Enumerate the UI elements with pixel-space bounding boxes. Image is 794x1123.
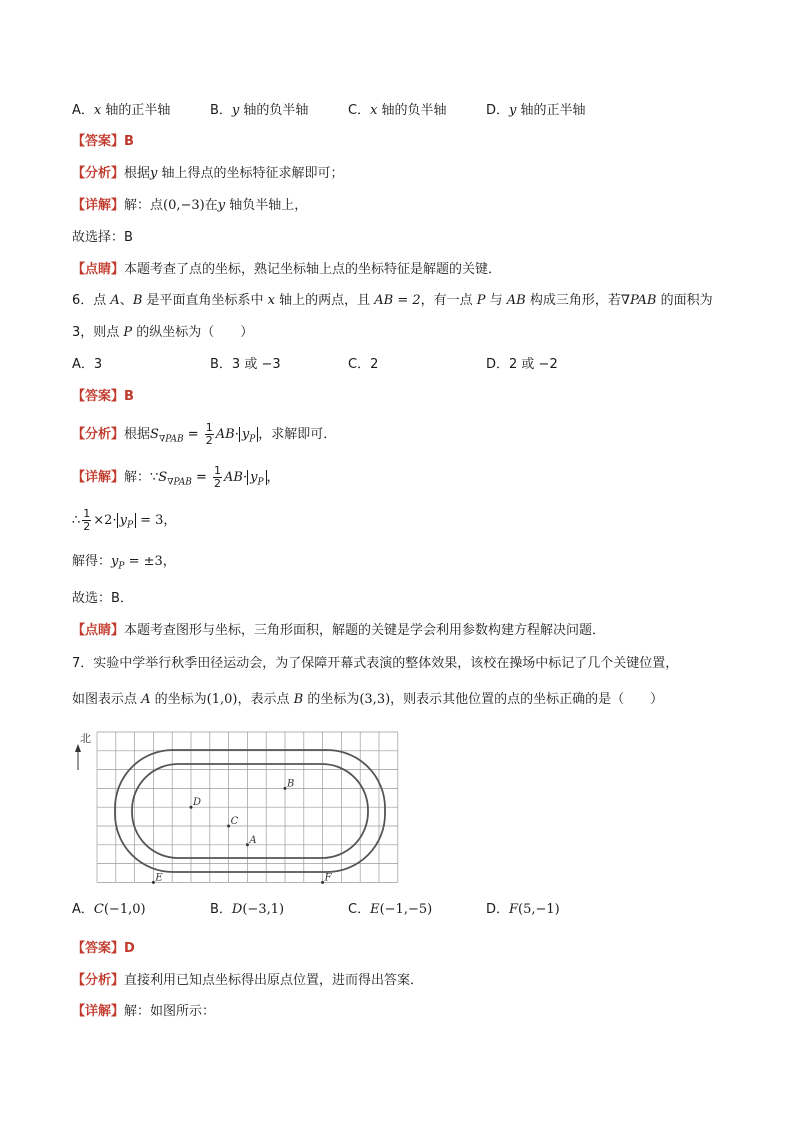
q6-comment: 【点睛】本题考查图形与坐标，三角形面积，解题的关键是学会利用参数构建方程解决问题． <box>72 623 606 638</box>
outer-track <box>115 750 385 872</box>
q6-solve: 解得：$y_P = \pm 3$， <box>72 554 176 572</box>
q5-detail: 【详解】解：点(0,−3)在y 轴负半轴上， <box>72 198 308 213</box>
point-e-label: E <box>155 872 163 884</box>
q5-answer: 【答案】B <box>72 134 134 149</box>
point-f-label: F <box>324 872 332 884</box>
point-b-label: B <box>287 778 295 790</box>
q5-choose: 故选择：B <box>72 230 133 245</box>
q6-option-b: B．3 或 −3 <box>210 357 281 372</box>
half-fraction: $\frac{1}{2}$ <box>83 507 91 533</box>
q7-analysis: 【分析】直接利用已知点坐标得出原点位置，进而得出答案． <box>72 973 424 988</box>
q5-option-d: D．y 轴的正半轴 <box>486 103 586 118</box>
q6-option-c: C．2 <box>348 357 379 372</box>
q7-option-a: A．C(−1,0) <box>72 902 146 917</box>
q5-comment: 【点睛】本题考查了点的坐标，熟记坐标轴上点的坐标特征是解题的关键． <box>72 262 502 277</box>
q5-option-c: C．x 轴的负半轴 <box>348 103 447 118</box>
north-arrow <box>75 732 91 770</box>
q7-option-c: C．E(−1,−5) <box>348 902 433 917</box>
track-figure <box>72 728 402 888</box>
points <box>152 778 333 884</box>
q7-stem-line2: 如图表示点 A 的坐标为(1,0)，表示点 B 的坐标为(3,3)，则表示其他位置的点的坐标正确的是（ ） <box>72 692 664 707</box>
q7-option-b: B．D(−3,1) <box>210 902 285 917</box>
point-a-label: A <box>249 834 257 846</box>
q6-analysis: 【分析】根据$S_{\nabla PAB}$ = $\frac{1}{2}$ $AB\cdot y_P$ ，求解即可． <box>72 421 337 447</box>
q6-answer: 【答案】B <box>72 389 134 404</box>
q6-detail: 【详解】解：$\because S_{\nabla PAB}$ = $\frac{1}{2}$ $AB\cdot y_P$ ， <box>72 464 280 490</box>
q5-option-a: A．x 轴的正半轴 <box>72 103 171 118</box>
q5-analysis: 【分析】根据y 轴上得点的坐标特征求解即可； <box>72 166 344 181</box>
north-label: 北 <box>80 732 91 745</box>
q7-stem-line1: 7．实验中学举行秋季田径运动会，为了保障开幕式表演的整体效果，该校在操场中标记了几个关键位置， <box>72 656 679 671</box>
q5-option-b: B．y 轴的负半轴 <box>210 103 309 118</box>
q6-stem-line2: 3，则点 P 的纵坐标为（ ） <box>72 325 254 340</box>
grid <box>97 732 398 882</box>
q7-option-d: D．F(5,−1) <box>486 902 560 917</box>
q6-equation: ∴ $\frac{1}{2}$ $\times 2\cdot y_P = 3$， <box>72 507 177 533</box>
point-c-label: C <box>230 816 239 827</box>
q7-detail: 【详解】解：如图所示： <box>72 1004 216 1019</box>
point-d-label: D <box>193 797 202 809</box>
q6-option-a: A．3 <box>72 357 103 372</box>
q6-stem-line1: 6．点 A、B 是平面直角坐标系中 x 轴上的两点，且 AB = 2，有一点 P 与 AB 构成三角形，若∇PAB 的面积为 <box>72 293 713 308</box>
q6-option-d: D．2 或 −2 <box>486 357 558 372</box>
half-fraction: $\frac{1}{2}$ <box>205 421 213 447</box>
q7-answer: 【答案】D <box>72 941 135 956</box>
half-fraction: $\frac{1}{2}$ <box>214 464 222 490</box>
q6-choose: 故选：B． <box>72 591 133 606</box>
